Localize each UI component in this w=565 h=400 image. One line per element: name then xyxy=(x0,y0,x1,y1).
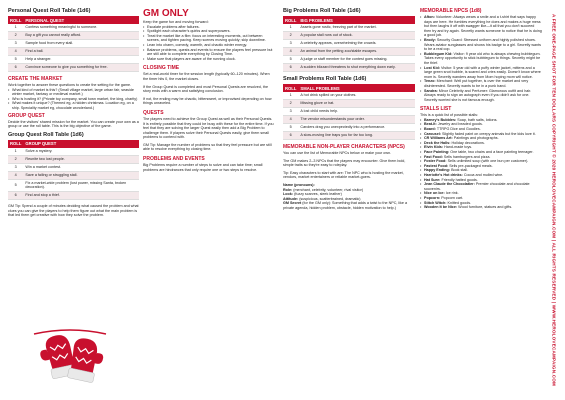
stall-item-name: Jean Claude the Chocolatier: xyxy=(424,182,475,187)
stalls-list xyxy=(420,118,542,210)
stall-item-name: Wooden It be Nice: xyxy=(424,205,458,210)
stalls-intro: This is a quick list of possible stalls: xyxy=(420,113,478,118)
memorable-npcs-list xyxy=(420,15,542,102)
personal-quest-table xyxy=(8,16,139,72)
gm-only-heading: GM ONLY xyxy=(143,8,189,19)
stall-item-name: Popcorn: xyxy=(424,195,441,200)
npc-secret-line: GM Secret (for the GM only): Something that adds a twist to the NPC, like a private agenda, hidden problem, obstacle, hidden motivation to help.) xyxy=(283,201,408,210)
gm-advice-item: • Make sure that players are aware of the running clock. xyxy=(143,57,274,62)
roll-result: Reunite two lost people. xyxy=(23,155,139,163)
quests-p1: The players need to achieve the Group Quest as well as their Personal Quests. It is entirely possible that they could be busy with these for the entire time. If you feel that they are solving the larger Quest easily then add a Big Problem to challenge them. If players solve their Personal Quests easily, give them small problems to contend with. xyxy=(143,116,274,140)
stall-item-text: Sells unlimited soup (with one bun per customer). xyxy=(447,159,529,164)
big-problems-table-title: Big Problems Roll Table (1d6) xyxy=(283,8,361,14)
npc-item-name: Sandra: xyxy=(424,88,438,93)
market-question-item: • What makes it unique? (Themed eg, a hidden christmas. Location eg, on a ship. Speciality market eg, chocolate wonderland.) xyxy=(8,101,139,110)
stall-item-name: Harriotte's Hot drinks: xyxy=(424,173,463,177)
problems-events-text: Big Problems require a number of steps to solve and can take time; small problems are hindrances that only require one or two steps to resolve. xyxy=(143,163,263,172)
stall-item-text: Paintings and photographs. xyxy=(453,136,499,141)
roll-result: A sudden blizzard threatens to shut everything down early. xyxy=(298,64,415,72)
roll-result: Fix a market-wide problem (lost power, missing Santa, broken decoration). xyxy=(23,179,139,191)
table-row xyxy=(283,132,415,140)
create-market-list xyxy=(8,88,139,111)
closing-time-heading: CLOSING TIME xyxy=(143,65,180,72)
table-row xyxy=(8,56,139,64)
roll-number: 2 xyxy=(8,32,23,40)
roll-number: 3 xyxy=(283,40,298,48)
stall-item-name: Beat-It: xyxy=(424,122,437,127)
stall-item-name: Foster Food: xyxy=(424,159,447,164)
roll-number: 1 xyxy=(283,92,298,100)
roll-number: 6 xyxy=(8,192,23,200)
stall-item-name: Board: xyxy=(424,127,436,132)
table-row xyxy=(8,40,139,48)
npc-item-text: Minor Celebrity and Perfumer: Glamorous outfit and hair. Always ready to sign an autograph even if you didn't ask for one. Secretly worried she is not famous enough. xyxy=(424,88,532,102)
personal-quest-header: PERSONAL QUEST xyxy=(23,16,139,24)
group-quest-table xyxy=(8,140,139,200)
npcs-p1: You can use the list of Memorable NPCs below or make your own. xyxy=(283,151,392,155)
roll-header: ROLL xyxy=(10,141,22,147)
npc-item-text: Volunteer: Always wears a smile and a t-shirt that says happy days are here. He fumbles everything he does and makes a huge mess but then laughs it off with swagger like—it all that you don't succeed then try and try again. Secretly wants someone to notice that he is doing a good job. xyxy=(424,15,542,38)
roll-number: 5 xyxy=(283,56,298,64)
table-row xyxy=(8,64,139,72)
npc-item-name: Lost Kid: xyxy=(424,65,440,70)
table-row xyxy=(8,192,139,200)
quests-heading: QUESTS xyxy=(143,109,164,116)
roll-number: 5 xyxy=(8,179,23,191)
table-row xyxy=(8,179,139,191)
stall-item-text: Cocoa and mulled wine. xyxy=(463,173,504,177)
roll-result: A lost child needs help. xyxy=(298,108,415,116)
npcs-heading: MEMORABLE NON-PLAYER CHARACTERS (NPCS) xyxy=(283,144,405,150)
npc-item xyxy=(420,38,542,52)
roll-number: 6 xyxy=(283,132,298,140)
npc-item-name: Tenzo: xyxy=(424,79,436,84)
closing-time-p3: If not, the ending may be chaotic, bittersweet, or improvised depending on how things unraveled. xyxy=(143,96,272,106)
npcs-tip: Tip: Easy characters to start with are: The NPC who is hosting the market, vendors, market entertainers or reliable market-goers. xyxy=(283,170,404,180)
copyright-text: A FREE ONE-PAGE SHOT FOR TEN DOLLARS COPYRIGHT © 2020 HEROLOVECAMPAIGN.COM | ALL RIGHTS RESERVED | WWW.HEROLOVECAMPAIGN.COM xyxy=(551,13,557,387)
roll-number: 4 xyxy=(8,48,23,56)
stall-item-text: Wood furniture, statues and gifts. xyxy=(458,205,513,210)
stall-item-text: Popcorn cart. xyxy=(441,195,464,200)
roll-number: 1 xyxy=(8,148,23,156)
npc-item-name: Bubblegum Kid: xyxy=(424,51,453,56)
stall-item-text: Book stall. xyxy=(451,168,469,173)
group-quest-text: Decide the visitors' shared mission for the market. You can create your own as a group or use the roll table. This is the big objective of the game. xyxy=(8,119,139,129)
stall-item-name: Elvin Kids: xyxy=(424,145,444,150)
group-quest-table-title: Group Quest Roll Table (1d6) xyxy=(8,131,84,138)
npc-item xyxy=(420,15,542,38)
table-row xyxy=(8,24,139,32)
roll-result: Find and stop a thief. xyxy=(23,192,139,200)
table-row xyxy=(8,155,139,163)
gm-advice-item: • Escalate problems after failures. xyxy=(143,25,274,30)
group-quest-header: GROUP QUEST xyxy=(23,140,139,148)
npc-item xyxy=(420,89,542,103)
stall-item-name: CR Williams Art: xyxy=(424,136,453,141)
npc-role-line: Role: (merchant, celebrity, volunteer, rival visitor) xyxy=(283,187,364,192)
big-problems-table xyxy=(283,16,415,72)
closing-time-p2: If the Group Quest is completed and most Personal Quests are resolved, the story ends with a warm and satisfying conclusion. xyxy=(143,84,269,94)
stall-item-name: Face Painting: xyxy=(424,150,450,155)
roll-result: The vendor misunderstands your order. xyxy=(298,116,415,124)
stall-item-text: Hand-made toys. xyxy=(444,145,473,150)
npc-item-text: Merchant: Well put together, is over the market and very disinterested. Secretly wants to be in a punk band. xyxy=(424,79,529,88)
column-1 xyxy=(8,8,139,218)
roll-number: 1 xyxy=(283,24,298,32)
gm-advice-item: • Balance problems, quests and events to ensure the players feel pressure but are still able to complete everything by Closing Time. xyxy=(143,48,274,57)
small-problems-table-title: Small Problems Roll Table (1d6) xyxy=(283,76,367,82)
npc-item-name: Afton: xyxy=(424,15,435,19)
table-row xyxy=(283,116,415,124)
stall-item-text: Sells pre-packaged meals. xyxy=(449,163,493,168)
big-problems-header: BIG PROBLEMS xyxy=(298,16,415,24)
column-2 xyxy=(143,8,274,172)
npc-name-line: Name (pronouns): xyxy=(283,182,315,187)
table-row xyxy=(283,64,415,72)
stall-item-name: Fast Food: xyxy=(424,154,443,159)
roll-result: Carolers drag you unexpectedly into a performance. xyxy=(298,124,415,132)
problems-events-heading: PROBLEMS AND EVENTS xyxy=(143,156,205,163)
copyright-sidebar xyxy=(548,6,560,394)
roll-result: Confess something meaningful to someone. xyxy=(23,24,139,32)
small-problems-header: SMALL PROBLEMS xyxy=(298,84,415,92)
npc-item-text: Visitor: 5 year old with a puffy winter jacket, mittens and a large green snot bubble, is scared and cries easily. Doesn't know where mom is. Secretly wanders away from Mom hoping mom will notice. xyxy=(424,65,541,79)
roll-number: 2 xyxy=(8,155,23,163)
memorable-npcs-heading: MEMORABLE NPCS (1d8) xyxy=(420,8,482,14)
roll-result: Assets gone rustic, freezing part of the market. xyxy=(298,24,415,32)
roll-number: 1 xyxy=(8,24,23,32)
mittens-illustration xyxy=(24,328,116,386)
roll-result: Buy a gift you cannot really afford. xyxy=(23,32,139,40)
roll-result: Missing glove or hat. xyxy=(298,100,415,108)
stall-item-name: Happy Ending: xyxy=(424,168,451,173)
gm-advice-item: • Lean into charm, comedy, warmth, and chaotic winter energy. xyxy=(143,43,274,48)
stall-item-text: One table, two chairs and a face painting teenager. xyxy=(450,150,534,155)
table-row xyxy=(283,100,415,108)
gm-only-intro: Keep the game fun and moving forward: xyxy=(143,20,209,24)
personal-quest-table-title: Personal Quest Roll Table (1d6) xyxy=(8,8,91,14)
roll-number: 5 xyxy=(283,124,298,132)
small-problems-table xyxy=(283,84,415,140)
table-row xyxy=(8,148,139,156)
stalls-heading: STALLS LIST xyxy=(420,106,452,113)
npc-attitude-line: Attitude: (suspicious, scatterbrained, dramatic) xyxy=(283,196,361,201)
roll-header: ROLL xyxy=(285,17,297,23)
roll-number: 3 xyxy=(8,163,23,171)
stall-item-text: Knitted goods. xyxy=(447,200,472,205)
stall-item-text: Soap, bath salts, lotions. xyxy=(457,117,498,122)
stall-item-text: Friendly hatted goods. xyxy=(441,177,478,182)
roll-number: 2 xyxy=(283,32,298,40)
create-market-heading: CREATE THE MARKET xyxy=(8,76,63,82)
closing-time-p1: Set a real-world timer for the session length (typically 60–120 minutes). When the timer hits 0, the market closes. xyxy=(143,72,270,81)
npc-look-line: Look: (fuzzy scarves, sleek leather) xyxy=(283,192,342,197)
npc-item xyxy=(420,79,542,88)
roll-number: 6 xyxy=(8,64,23,72)
stall-item-text: Ice rink. xyxy=(445,191,459,196)
npc-item xyxy=(420,52,542,66)
market-question-item: • What kind of market is this? (Small village market, large urban fair, seaside winter market, fantasy or medieval market.) xyxy=(8,88,139,97)
stall-item-text: Sells hamburgers and pizza. xyxy=(443,154,491,159)
gm-tip-problem: GM Tip: Spend a couple of minutes deciding what caused the problem and what clues you can give the players to help them figure out what the main problem is that led them get creative with how they solve the problem. xyxy=(8,204,139,218)
stall-item xyxy=(420,182,542,191)
roll-result: Convince someone to give you something for free. xyxy=(23,64,139,72)
market-question-item: • Who is hosting it? (Private toy company, small town market, the king, charity) xyxy=(8,97,139,102)
table-row xyxy=(283,40,415,48)
roll-result: Win a market contest. xyxy=(23,163,139,171)
column-4 xyxy=(420,8,542,210)
roll-number: 2 xyxy=(283,100,298,108)
table-row xyxy=(8,171,139,179)
gm-advice-item: • Treat the market like a film: focus on interesting moments, cut between scenes, and tighten pacing. Keep scenes moving quickly; skip downtime. xyxy=(143,34,274,43)
table-row xyxy=(283,124,415,132)
npc-item xyxy=(420,66,542,80)
stall-item-name: Fastest Food: xyxy=(424,163,449,168)
roll-number: 5 xyxy=(8,56,23,64)
roll-result: Help a stranger. xyxy=(23,56,139,64)
roll-number: 4 xyxy=(8,171,23,179)
stall-item xyxy=(420,205,542,210)
group-quest-heading: GROUP QUEST xyxy=(8,112,45,119)
roll-number: 6 xyxy=(283,64,298,72)
roll-header: ROLL xyxy=(285,85,297,91)
roll-result: Find a ball. xyxy=(23,48,139,56)
npc-item-text: Visitor: 9 year old who is always chewing bubblegum. Takes every opportunity to stick bubblegum to things. Secretly might be the thief. xyxy=(424,51,541,65)
stall-item-name: Barney's Bubbles: xyxy=(424,117,457,122)
roll-result: A celebrity appears, overwhelming the crowds. xyxy=(298,40,415,48)
stall-item-name: Nice on Ice: xyxy=(424,191,445,196)
npcs-p2: The GM makes 2–3 NPCs that the players may encounter. Give them bold, simple traits so they're easy to roleplay. xyxy=(283,158,406,168)
stall-item-text: Slightly faded paint on creepy animals but the kids love it. xyxy=(442,131,536,136)
roll-result: Save a failing or struggling stall. xyxy=(23,171,139,179)
roll-result: A slow-moving line traps you for far too long. xyxy=(298,132,415,140)
table-row xyxy=(8,48,139,56)
stall-item-text: Jewelry and beaded goods. xyxy=(437,122,483,127)
table-row xyxy=(283,108,415,116)
stall-item-name: Deck the Halls: xyxy=(424,140,451,145)
table-row xyxy=(283,32,415,40)
table-row xyxy=(283,56,415,64)
column-3 xyxy=(283,8,415,211)
table-row xyxy=(283,24,415,32)
roll-number: 3 xyxy=(283,108,298,116)
npc-item-name: Brody: xyxy=(424,37,436,42)
stall-item-text: Premier chocolate and chocolate souvenirs. xyxy=(424,182,530,191)
roll-result: A popular stall runs out of stock. xyxy=(298,32,415,40)
roll-result: A judge or staff member for the contest goes missing. xyxy=(298,56,415,64)
stall-item-name: Stitch Witch: xyxy=(424,200,447,205)
gm-advice-item: • Spotlight each character's quirks and superpowers. xyxy=(143,29,274,34)
roll-number: 4 xyxy=(283,48,298,56)
table-row xyxy=(283,48,415,56)
roll-result: A hot drink spilled on your clothes. xyxy=(298,92,415,100)
roll-result: Solve a mystery. xyxy=(23,148,139,156)
table-row xyxy=(8,32,139,40)
stall-item-text: Holiday decorations. xyxy=(451,140,485,145)
stall-item-text: TTRPG Dice and Goodies. xyxy=(436,127,481,132)
table-row xyxy=(8,163,139,171)
gm-only-list xyxy=(143,25,274,62)
table-row xyxy=(283,92,415,100)
npc-item-text: Security Guard: Stressed uniform and highly polished shoes. Wears aviator sunglasses and shows his badge to a girl. Secretly wants to be a real cop. xyxy=(424,37,541,52)
roll-header: ROLL xyxy=(10,17,22,23)
stall-item-name: Hat Sure: xyxy=(424,177,441,182)
stall-item-name: Carousel: xyxy=(424,131,442,136)
create-market-intro: Work together to answer these questions to create the setting for the game. xyxy=(8,83,132,87)
roll-result: Sample food from every stall. xyxy=(23,40,139,48)
roll-number: 4 xyxy=(283,116,298,124)
quests-gm-tip: GM Tip: Manage the number of problems so that they feel pressure but are still able to resolve everything by closing time. xyxy=(143,142,272,152)
roll-result: An animal from the petting zoo/stable escapes. xyxy=(298,48,415,56)
roll-number: 3 xyxy=(8,40,23,48)
